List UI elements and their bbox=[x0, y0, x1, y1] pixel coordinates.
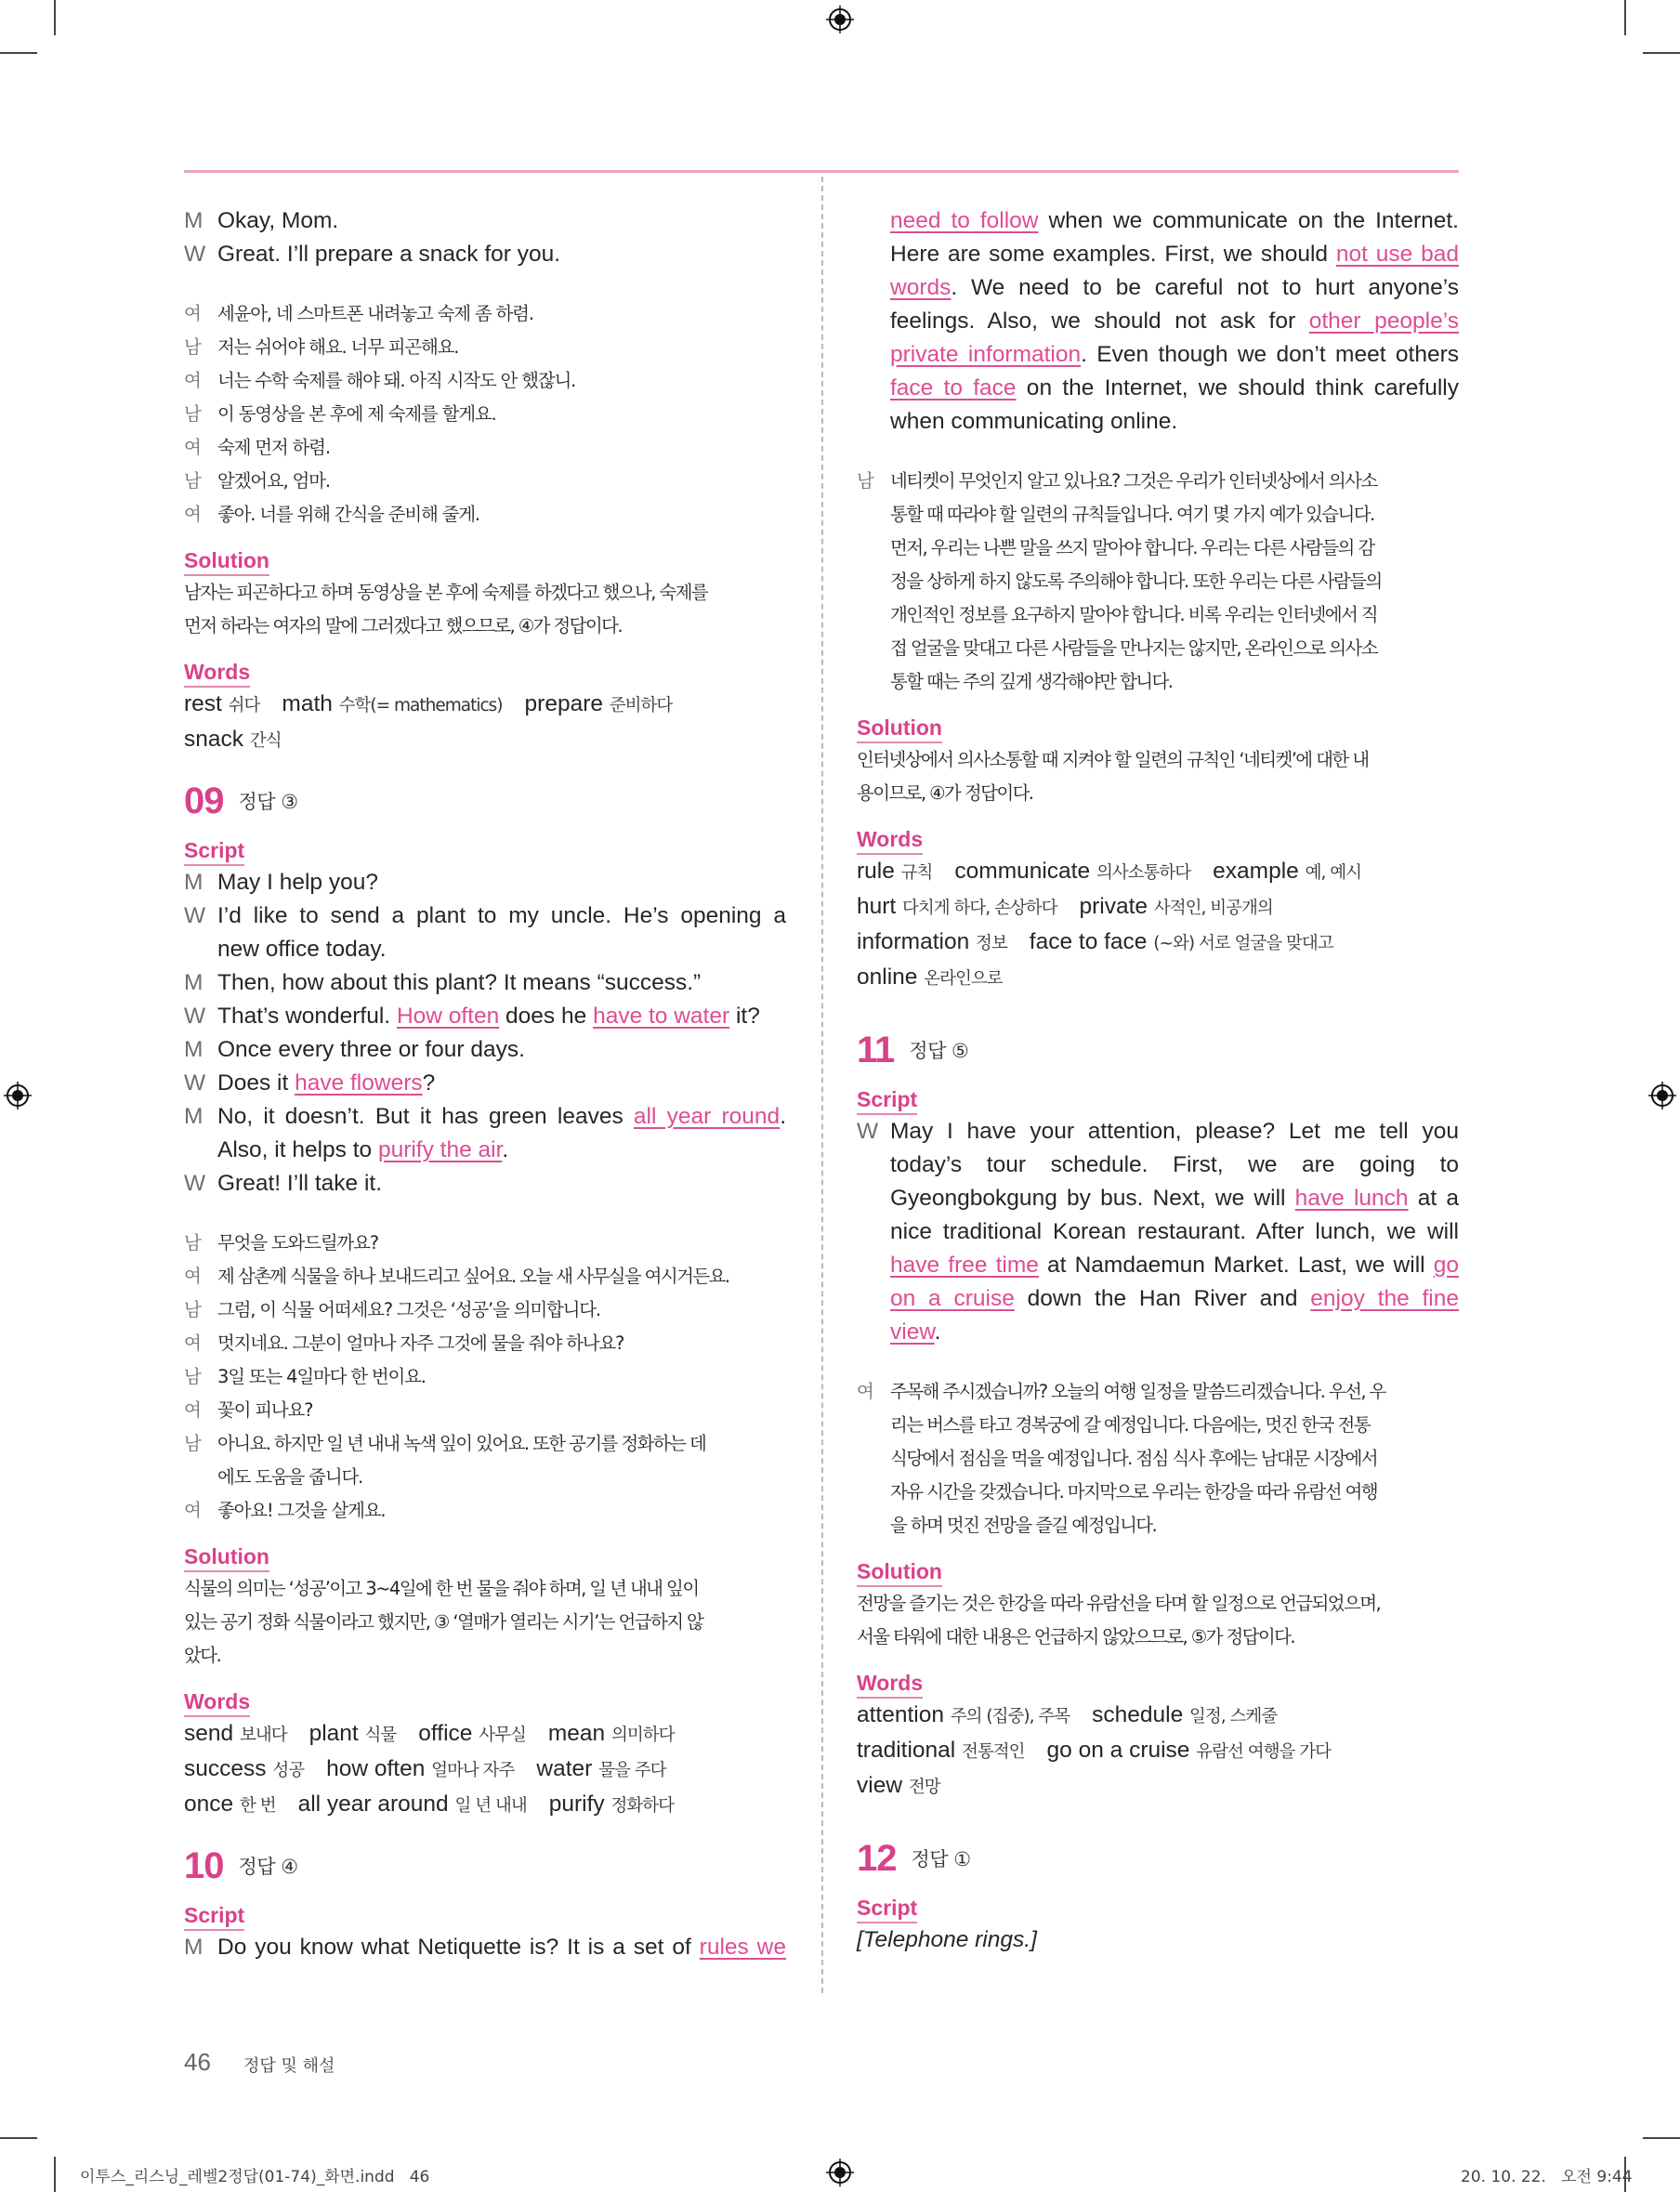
q11-translation bbox=[857, 1375, 1459, 1542]
question-number: 10 bbox=[184, 1844, 224, 1886]
highlight-phrase: words bbox=[890, 275, 952, 300]
word-item: success 성공 bbox=[184, 1756, 305, 1781]
script-line: W Great! I’ll take it. bbox=[184, 1171, 383, 1196]
words-line bbox=[857, 890, 1459, 925]
highlight-phrase: purify the air bbox=[377, 1137, 503, 1162]
translation-text: 너는 수학 숙제를 해야 돼. 아직 시작도 안 했잖니. bbox=[217, 370, 576, 391]
registration-mark-icon bbox=[1648, 1082, 1676, 1109]
word-item: attention 주의 (집중), 주목 bbox=[857, 1702, 1070, 1727]
crop-mark bbox=[0, 2137, 37, 2139]
top-rule bbox=[184, 170, 1459, 173]
word-item: example 예, 예시 bbox=[1213, 859, 1361, 884]
answer-label: 정답 ① bbox=[911, 1848, 971, 1870]
script-line: Here are some examples. First, we should not use bad bbox=[890, 242, 1459, 267]
translation-text: 숙제 먼저 하렴. bbox=[217, 437, 330, 458]
script-line: M May I help you? bbox=[184, 870, 378, 895]
solution-line: 남자는 피곤하다고 하며 동영상을 본 후에 숙제를 하겠다고 했으나, 숙제를 bbox=[184, 582, 708, 603]
script-line: face to face on the Internet, we should think carefully bbox=[890, 375, 1460, 400]
script-line: M Then, how about this plant? It means “success.” bbox=[184, 970, 702, 995]
q10-script-continued bbox=[857, 204, 1459, 439]
crop-mark bbox=[54, 2157, 56, 2192]
words-line bbox=[857, 1699, 1459, 1734]
words-line bbox=[184, 723, 786, 758]
solution-label: Solution bbox=[857, 714, 942, 743]
q09-solution bbox=[184, 1542, 786, 1673]
word-item: traditional 전통적인 bbox=[857, 1738, 1025, 1763]
words-line bbox=[184, 1717, 786, 1752]
words-line bbox=[857, 925, 1459, 961]
script-label: Script bbox=[857, 1894, 917, 1923]
translation-line: 정을 상하게 하지 않도록 주의해야 합니다. 또한 우리는 다른 사람들의 bbox=[890, 571, 1382, 592]
word-item: view 전망 bbox=[857, 1773, 940, 1798]
script-label: Script bbox=[184, 1901, 244, 1931]
solution-line: 먼저 하라는 여자의 말에 그러겠다고 했으므로, ④가 정답이다. bbox=[184, 615, 622, 637]
translation-line bbox=[184, 498, 786, 532]
words-line bbox=[857, 855, 1459, 890]
word-item: snack 간식 bbox=[184, 727, 282, 752]
word-item: private 사적인, 비공개의 bbox=[1079, 894, 1273, 919]
translation-line: 을 하며 멋진 전망을 즐길 예정입니다. bbox=[890, 1515, 1157, 1536]
q10-solution bbox=[857, 714, 1459, 810]
speaker-label: 여 bbox=[184, 370, 201, 391]
word-item: water 물을 주다 bbox=[536, 1756, 666, 1781]
word-item: information 정보 bbox=[857, 929, 1007, 954]
registration-mark-icon bbox=[4, 1082, 32, 1109]
speaker-label: 남 bbox=[184, 336, 201, 358]
page-number: 46 bbox=[184, 2048, 211, 2076]
translation-line: 여 좋아요! 그것을 살게요. bbox=[184, 1500, 386, 1521]
word-item: rest 쉬다 bbox=[184, 691, 260, 716]
word-item: how often 얼마나 자주 bbox=[326, 1756, 515, 1781]
script-label: Script bbox=[184, 836, 244, 866]
q09-script bbox=[184, 866, 786, 1201]
solution-line: 인터넷상에서 의사소통할 때 지켜야 할 일련의 규칙인 ‘네티켓’에 대한 내 bbox=[857, 749, 1369, 770]
translation-text: 세윤아, 네 스마트폰 내려놓고 숙제 좀 하렴. bbox=[217, 303, 533, 324]
translation-text: 저는 쉬어야 해요. 너무 피곤해요. bbox=[217, 336, 459, 358]
question-11-header bbox=[857, 1022, 1459, 1078]
highlight-phrase: view bbox=[890, 1319, 935, 1345]
question-number: 09 bbox=[184, 780, 224, 821]
q09-translation bbox=[184, 1227, 786, 1528]
word-item: schedule 일정, 스케줄 bbox=[1092, 1702, 1278, 1727]
file-info: 이투스_리스닝_레벨2정답(01-74)_화면.indd 46 bbox=[80, 2168, 430, 2186]
speaker-label: 여 bbox=[184, 437, 201, 458]
print-timestamp: 20. 10. 22. 오전 9:44 bbox=[1461, 2168, 1633, 2186]
word-item: purify 정화하다 bbox=[548, 1792, 674, 1817]
q11-solution bbox=[857, 1557, 1459, 1654]
script-line: Gyeongbokgung by bus. Next, we will have lunch at a bbox=[890, 1186, 1459, 1211]
script-line: new office today. bbox=[217, 937, 387, 962]
solution-line: 았다. bbox=[184, 1645, 221, 1666]
translation-line bbox=[184, 431, 786, 465]
question-number: 11 bbox=[857, 1029, 895, 1070]
script-line: need to follow when we communicate on the Internet. bbox=[890, 208, 1459, 233]
speaker-label: 남 bbox=[184, 470, 201, 492]
script-line: nice traditional Korean restaurant. After lunch, we will bbox=[890, 1219, 1459, 1244]
word-item: hurt 다치게 하다, 손상하다 bbox=[857, 894, 1057, 919]
right-column bbox=[857, 204, 1459, 1957]
crop-mark bbox=[1624, 0, 1626, 35]
translation-line bbox=[184, 331, 786, 364]
script-line: when communicating online. bbox=[890, 409, 1178, 434]
translation-line bbox=[184, 297, 786, 331]
translation-line: 개인적인 정보를 요구하지 말아야 합니다. 비록 우리는 인터넷에서 직 bbox=[890, 604, 1378, 625]
translation-line: 통할 때는 주의 깊게 생각해야만 합니다. bbox=[890, 671, 1173, 692]
script-text: Okay, Mom. bbox=[217, 208, 339, 233]
word-item: rule 규칙 bbox=[857, 859, 933, 884]
left-column bbox=[184, 204, 786, 1964]
script-line bbox=[184, 238, 786, 271]
highlight-phrase: have free time bbox=[890, 1253, 1039, 1278]
answer-label: 정답 ④ bbox=[238, 1856, 298, 1878]
crop-mark bbox=[0, 52, 37, 54]
registration-mark-icon bbox=[826, 2159, 854, 2186]
word-item: send 보내다 bbox=[184, 1721, 287, 1746]
translation-text: 좋아. 너를 위해 간식을 준비해 줄게. bbox=[217, 504, 479, 525]
script-line: on a cruise down the Han River and enjoy the fine bbox=[890, 1286, 1459, 1311]
translation-line bbox=[184, 465, 786, 498]
translation-line: 여 주목해 주시겠습니까? 오늘의 여행 일정을 말씀드리겠습니다. 우선, 우 bbox=[857, 1381, 1385, 1402]
highlight-phrase: have flowers bbox=[295, 1070, 423, 1096]
script-label: Script bbox=[857, 1085, 917, 1115]
crop-mark bbox=[1643, 52, 1680, 54]
script-line: M Once every three or four days. bbox=[184, 1037, 525, 1062]
script-line: M No, it doesn’t. But it has green leaves all year round. bbox=[184, 1104, 786, 1129]
speaker-label: M bbox=[184, 208, 203, 233]
speaker-label: 여 bbox=[184, 504, 201, 525]
words-label: Words bbox=[184, 1687, 250, 1717]
word-item: plant 식물 bbox=[308, 1721, 397, 1746]
script-line: Also, it helps to purify the air. bbox=[217, 1137, 509, 1162]
registration-mark-icon bbox=[826, 6, 854, 33]
word-item: online 온라인으로 bbox=[857, 965, 1003, 990]
script-line: M Do you know what Netiquette is? It is a set of rules we bbox=[184, 1935, 786, 1960]
question-12-header bbox=[857, 1831, 1459, 1886]
translation-line: 에도 도움을 줍니다. bbox=[217, 1466, 363, 1488]
highlight-phrase: on a cruise bbox=[890, 1286, 1015, 1311]
solution-line: 용이므로, ④가 정답이다. bbox=[857, 782, 1033, 804]
word-item: go on a cruise 유람선 여행을 가다 bbox=[1046, 1738, 1331, 1763]
words-line bbox=[857, 961, 1459, 996]
words-line bbox=[184, 688, 786, 723]
translation-line: 먼저, 우리는 나쁜 말을 쓰지 말아야 합니다. 우리는 다른 사람들의 감 bbox=[890, 537, 1374, 558]
script-line: words. We need to be careful not to hurt anyone’s bbox=[890, 275, 1459, 300]
highlight-phrase: go bbox=[1433, 1253, 1459, 1278]
page-label: 정답 및 해설 bbox=[243, 2056, 335, 2076]
solution-line: 있는 공기 정화 식물이라고 했지만, ③ ‘열매가 열리는 시기’는 언급하지 않 bbox=[184, 1611, 703, 1633]
translation-line: 남 네티켓이 무엇인지 알고 있나요? 그것은 우리가 인터넷상에서 의사소 bbox=[857, 470, 1377, 492]
translation-line: 리는 버스를 타고 경복궁에 갈 예정입니다. 다음에는, 멋진 한국 전통 bbox=[890, 1414, 1370, 1436]
intro-solution bbox=[184, 546, 786, 643]
highlight-phrase: have lunch bbox=[1294, 1186, 1409, 1211]
word-item: all year around 일 년 내내 bbox=[297, 1792, 527, 1817]
solution-line: 전망을 즐기는 것은 한강을 따라 유람선을 타며 할 일정으로 언급되었으며, bbox=[857, 1593, 1381, 1614]
highlight-phrase: other people’s bbox=[1308, 308, 1459, 334]
highlight-phrase: How often bbox=[396, 1004, 500, 1029]
highlight-phrase: enjoy the fine bbox=[1310, 1286, 1459, 1311]
script-line: W That’s wonderful. How often does he have to water it? bbox=[184, 1004, 760, 1029]
speaker-label: W bbox=[184, 242, 206, 267]
question-10-header bbox=[184, 1838, 786, 1894]
words-label: Words bbox=[857, 1669, 923, 1699]
q11-script bbox=[857, 1115, 1459, 1349]
script-line: view. bbox=[890, 1319, 941, 1345]
translation-line: 남 그럼, 이 식물 어떠세요? 그것은 ‘성공’을 의미합니다. bbox=[184, 1299, 600, 1320]
script-line bbox=[184, 204, 786, 238]
translation-text: 알겠어요, 엄마. bbox=[217, 470, 330, 492]
script-line: W May I have your attention, please? Let me tell you bbox=[857, 1119, 1459, 1144]
highlight-phrase: face to face bbox=[890, 375, 1017, 400]
word-item: communicate 의사소통하다 bbox=[954, 859, 1191, 884]
translation-line: 자유 시간을 갖겠습니다. 마지막으로 우리는 한강을 따라 유람선 여행 bbox=[890, 1481, 1378, 1503]
translation-line bbox=[184, 364, 786, 398]
script-line: [Telephone rings.] bbox=[857, 1927, 1037, 1952]
translation-line: 접 얼굴을 맞대고 다른 사람들을 만나지는 않지만, 온라인으로 의사소 bbox=[890, 637, 1378, 659]
word-item: face to face (~와) 서로 얼굴을 맞대고 bbox=[1029, 929, 1333, 954]
q10-translation bbox=[857, 465, 1459, 699]
highlight-phrase: private information bbox=[890, 342, 1082, 367]
q09-words bbox=[184, 1687, 786, 1823]
intro-words bbox=[184, 658, 786, 758]
question-09-header bbox=[184, 773, 786, 829]
words-label: Words bbox=[857, 825, 923, 855]
highlight-phrase: have to water bbox=[593, 1004, 730, 1029]
column-separator bbox=[821, 177, 823, 1993]
q11-words bbox=[857, 1669, 1459, 1805]
solution-line: 식물의 의미는 ‘성공’이고 3~4일에 한 번 물을 줘야 하며, 일 년 내내 잎이 bbox=[184, 1578, 699, 1599]
words-label: Words bbox=[184, 658, 250, 688]
answer-label: 정답 ③ bbox=[238, 791, 298, 813]
highlight-phrase: need to follow bbox=[890, 208, 1039, 233]
words-line bbox=[184, 1788, 786, 1823]
script-line: feelings. Also, we should not ask for other people’s bbox=[890, 308, 1459, 334]
question-number: 12 bbox=[857, 1837, 897, 1879]
answer-label: 정답 ⑤ bbox=[909, 1040, 969, 1062]
translation-line: 남 3일 또는 4일마다 한 번이요. bbox=[184, 1366, 426, 1387]
word-item: mean 의미하다 bbox=[547, 1721, 675, 1746]
translation-line: 남 무엇을 도와드릴까요? bbox=[184, 1232, 378, 1254]
highlight-phrase: not use bad bbox=[1335, 242, 1459, 267]
intro-script bbox=[184, 204, 786, 271]
intro-translation bbox=[184, 297, 786, 532]
words-line bbox=[857, 1734, 1459, 1769]
solution-label: Solution bbox=[184, 546, 269, 576]
script-line: private information. Even though we don’t meet others bbox=[890, 342, 1459, 367]
solution-label: Solution bbox=[184, 1542, 269, 1572]
speaker-label: 남 bbox=[184, 403, 201, 425]
translation-line: 통할 때 따라야 할 일련의 규칙들입니다. 여기 몇 가지 예가 있습니다. bbox=[890, 504, 1374, 525]
q10-words bbox=[857, 825, 1459, 996]
solution-line: 서울 타워에 대한 내용은 언급하지 않았으므로, ⑤가 정답이다. bbox=[857, 1626, 1294, 1647]
translation-line: 식당에서 점심을 먹을 예정입니다. 점심 식사 후에는 남대문 시장에서 bbox=[890, 1448, 1378, 1469]
highlight-phrase: rules we bbox=[699, 1935, 786, 1960]
crop-mark bbox=[1643, 2137, 1680, 2139]
word-item: prepare 준비하다 bbox=[524, 691, 673, 716]
translation-text: 이 동영상을 본 후에 제 숙제를 할게요. bbox=[217, 403, 496, 425]
words-line bbox=[857, 1769, 1459, 1805]
translation-line bbox=[184, 398, 786, 431]
translation-line: 여 제 삼촌께 식물을 하나 보내드리고 싶어요. 오늘 새 사무실을 여시거든요. bbox=[184, 1266, 729, 1287]
words-line bbox=[184, 1752, 786, 1788]
crop-mark bbox=[54, 0, 56, 35]
translation-line: 여 꽃이 피나요? bbox=[184, 1399, 313, 1421]
word-item: once 한 번 bbox=[184, 1792, 276, 1817]
translation-line: 남 아니요. 하지만 일 년 내내 녹색 잎이 있어요. 또한 공기를 정화하는 데 bbox=[184, 1433, 706, 1454]
script-line: W Does it have flowers? bbox=[184, 1070, 436, 1096]
script-line: today’s tour schedule. First, we are going to bbox=[890, 1152, 1459, 1177]
word-item: office 사무실 bbox=[418, 1721, 526, 1746]
word-item: math 수학(= mathematics) bbox=[282, 691, 503, 716]
highlight-phrase: all year round bbox=[633, 1104, 781, 1129]
speaker-label: 여 bbox=[184, 303, 201, 324]
script-line: W I’d like to send a plant to my uncle. He’s opening a bbox=[184, 903, 786, 928]
script-line: have free time at Namdaemun Market. Last, we will go bbox=[890, 1253, 1459, 1278]
solution-label: Solution bbox=[857, 1557, 942, 1587]
script-text: Great. I’ll prepare a snack for you. bbox=[217, 242, 561, 267]
translation-line: 여 멋지네요. 그분이 얼마나 자주 그것에 물을 줘야 하나요? bbox=[184, 1332, 624, 1354]
